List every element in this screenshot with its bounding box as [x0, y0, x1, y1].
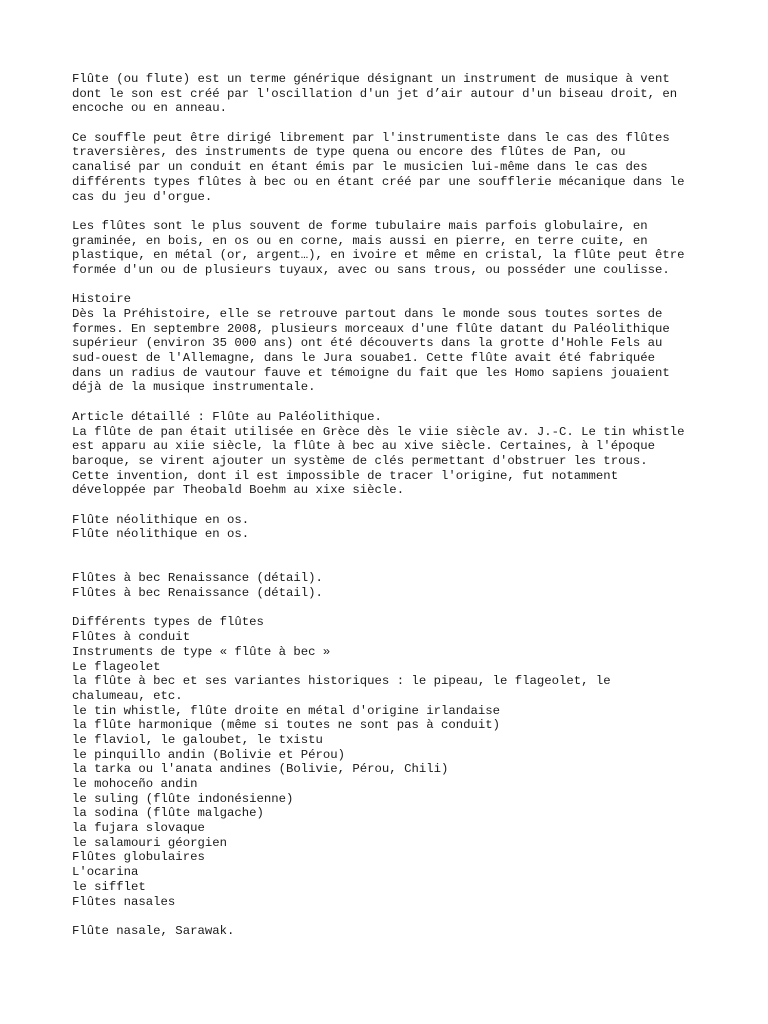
text-line: Dès la Préhistoire, elle se retrouve partout dans le monde sous toutes sortes de: [72, 307, 663, 321]
paragraph: [72, 219, 712, 278]
text-line: Flûte néolithique en os.: [72, 527, 250, 542]
text-line: la flûte harmonique (même si toutes ne sont pas à conduit): [72, 718, 501, 733]
text-line: le sifflet: [72, 879, 146, 894]
text-line: Cette invention, dont il est impossible de tracer l'origine, fut notamment: [72, 468, 619, 483]
text-line: Flûtes globulaires: [72, 850, 205, 865]
text-line: Instruments de type « flûte à bec »: [72, 644, 331, 659]
text-line: canalisé par un conduit en étant émis par le musicien lui-même dans le cas des: [72, 160, 648, 175]
text-line: Flûte nasale, Sarawak.: [72, 923, 235, 938]
paragraph: [72, 410, 712, 498]
paragraph: [72, 924, 712, 939]
text-line: la tarka ou l'anata andines (Bolivie, Pérou, Chili): [72, 762, 449, 777]
paragraph: [72, 131, 712, 204]
text-line: Flûtes à conduit: [72, 630, 191, 645]
text-line: dont le son est créé par l'oscillation d'un jet d’air autour d'un biseau droit, en: [72, 86, 678, 101]
text-line: Flûtes à bec Renaissance (détail).: [72, 571, 323, 586]
paragraph: [72, 571, 712, 600]
text-line: Flûtes à bec Renaissance (détail).: [72, 586, 323, 601]
text-line: formes. En septembre 2008, plusieurs morceaux d'une flûte datant du Paléolithique: [72, 321, 670, 336]
text-line: graminée, en bois, en os ou en corne, mais aussi en pierre, en terre cuite, en: [72, 233, 648, 248]
text-line: le suling (flûte indonésienne): [72, 791, 294, 806]
text-line: La flûte de pan était utilisée en Grèce dès le viie siècle av. J.-C. Le tin whistle: [72, 424, 685, 439]
text-line: le pinquillo andin (Bolivie et Pérou): [72, 747, 346, 762]
text-line: formée d'un ou de plusieurs tuyaux, avec ou sans trous, ou posséder une coulisse.: [72, 262, 670, 277]
text-line: Flûte (ou flute) est un terme générique désignant un instrument de musique à vent: [72, 72, 670, 86]
text-line: chalumeau, etc.: [72, 688, 183, 703]
text-line: développée par Theobald Boehm au xixe siècle.: [72, 483, 405, 498]
text-line: Flûtes nasales: [72, 894, 176, 909]
text-line: Histoire: [72, 292, 132, 307]
text-line: Différents types de flûtes: [72, 615, 264, 630]
text-line: la flûte à bec et ses variantes historiques : le pipeau, le flageolet, le: [72, 674, 611, 689]
text-line: Article détaillé : Flûte au Paléolithique.: [72, 409, 382, 424]
paragraph: [72, 72, 712, 116]
text-line: Flûte néolithique en os.: [72, 512, 250, 527]
text-line: baroque, se virent ajouter un système de clés permettant d'obstruer les trous.: [72, 453, 648, 468]
text-line: la sodina (flûte malgache): [72, 806, 264, 821]
text-line: est apparu au xiie siècle, la flûte à bec au xive siècle. Certaines, à l'époque: [72, 439, 655, 454]
text-line: le salamouri géorgien: [72, 835, 227, 850]
text-line: dans un radius de vautour fauve et témoigne du fait que les Homo sapiens jouaient: [72, 365, 670, 380]
text-line: [72, 542, 712, 557]
text-line: encoche ou en anneau.: [72, 101, 227, 116]
text-line: Ce souffle peut être dirigé librement par l'instrumentiste dans le cas des flûtes: [72, 130, 670, 145]
text-line: supérieur (environ 35 000 ans) ont été découverts dans la grotte d'Hohle Fels au: [72, 336, 663, 351]
text-line: déjà de la musique instrumentale.: [72, 380, 316, 395]
paragraph: [72, 615, 712, 909]
document-body: [72, 72, 712, 953]
paragraph: [72, 513, 712, 557]
text-line: sud-ouest de l'Allemagne, dans le Jura souabe1. Cette flûte avait été fabriquée: [72, 351, 655, 366]
paragraph: [72, 292, 712, 395]
text-line: la fujara slovaque: [72, 821, 205, 836]
text-line: Les flûtes sont le plus souvent de forme tubulaire mais parfois globulaire, en: [72, 218, 648, 233]
text-line: plastique, en métal (or, argent…), en ivoire et même en cristal, la flûte peut être: [72, 248, 685, 263]
text-line: différents types flûtes à bec ou en étant créé par une soufflerie mécanique dans le: [72, 174, 685, 189]
text-line: traversières, des instruments de type quena ou encore des flûtes de Pan, ou: [72, 145, 626, 160]
text-line: le mohoceño andin: [72, 777, 198, 791]
text-line: le tin whistle, flûte droite en métal d'origine irlandaise: [72, 703, 501, 718]
text-line: le flaviol, le galoubet, le txistu: [72, 732, 323, 747]
text-line: cas du jeu d'orgue.: [72, 189, 213, 204]
text-line: Le flageolet: [72, 659, 161, 674]
text-line: L'ocarina: [72, 865, 139, 880]
